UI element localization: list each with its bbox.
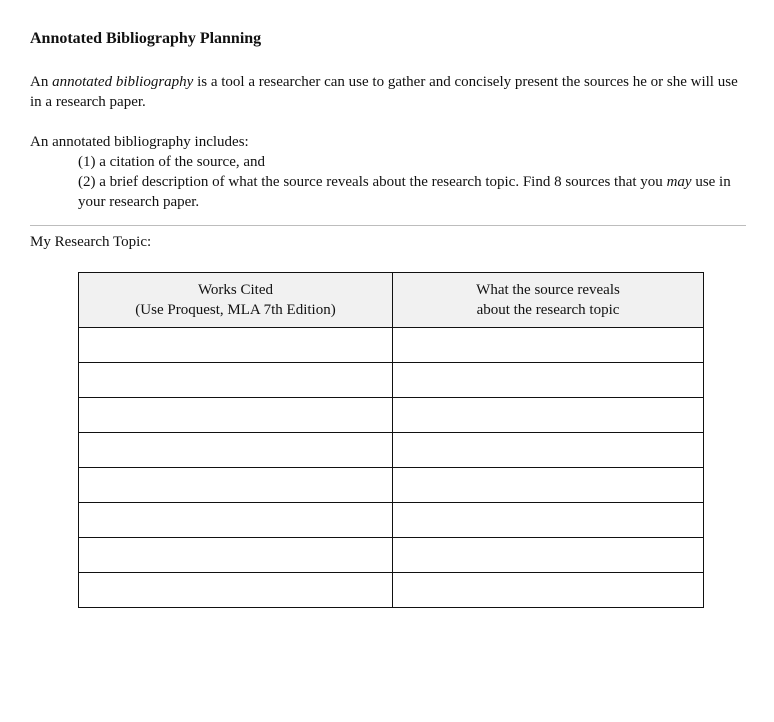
horizontal-divider [30, 225, 746, 226]
table-row [79, 398, 704, 433]
works-cited-cell[interactable] [79, 433, 393, 468]
includes-label: An annotated bibliography includes: [30, 134, 249, 150]
works-cited-cell[interactable] [79, 468, 393, 503]
table-header-row [79, 273, 704, 328]
table-row [79, 573, 704, 608]
source-reveals-header-line1: What the source reveals [476, 282, 620, 298]
intro-paragraph [30, 72, 750, 112]
source-reveals-cell[interactable] [393, 328, 704, 363]
works-cited-cell[interactable] [79, 573, 393, 608]
list-item-text-start: (2) a brief description of what the source reveals about the research topic. Find 8 sources that you [78, 174, 667, 190]
works-cited-header-line2: (Use Proquest, MLA 7th Edition) [135, 302, 336, 318]
source-reveals-cell[interactable] [393, 433, 704, 468]
source-reveals-cell[interactable] [393, 573, 704, 608]
table-row [79, 433, 704, 468]
intro-emphasis: annotated bibliography [52, 74, 194, 90]
table-row [79, 538, 704, 573]
works-cited-cell[interactable] [79, 503, 393, 538]
list-item: (1) a citation of the source, and [78, 154, 266, 170]
page-title: Annotated Bibliography Planning [30, 30, 262, 47]
list-item [78, 172, 750, 212]
works-cited-header [79, 273, 393, 328]
intro-text-start: An [30, 74, 53, 90]
source-reveals-header-line2: about the research topic [476, 302, 620, 318]
source-reveals-cell[interactable] [393, 468, 704, 503]
table-body [79, 328, 704, 608]
works-cited-cell[interactable] [79, 538, 393, 573]
source-reveals-cell[interactable] [393, 398, 704, 433]
table-row [79, 363, 704, 398]
table-row [79, 503, 704, 538]
source-reveals-header [393, 273, 704, 328]
works-cited-cell[interactable] [79, 398, 393, 433]
works-cited-cell[interactable] [79, 328, 393, 363]
source-reveals-cell[interactable] [393, 363, 704, 398]
includes-list [78, 152, 750, 212]
source-reveals-cell[interactable] [393, 503, 704, 538]
list-item-text-end: use in your research paper. [78, 174, 731, 210]
table-row [79, 328, 704, 363]
works-cited-cell[interactable] [79, 363, 393, 398]
bibliography-table [78, 272, 704, 608]
list-item-emphasis: may [666, 174, 692, 190]
table-row [79, 468, 704, 503]
source-reveals-cell[interactable] [393, 538, 704, 573]
intro-text-end: is a tool a researcher can use to gather and concisely present the sources he or she will use in a research paper. [30, 74, 738, 110]
works-cited-header-line1: Works Cited [197, 282, 274, 298]
research-topic-label: My Research Topic: [30, 234, 152, 250]
